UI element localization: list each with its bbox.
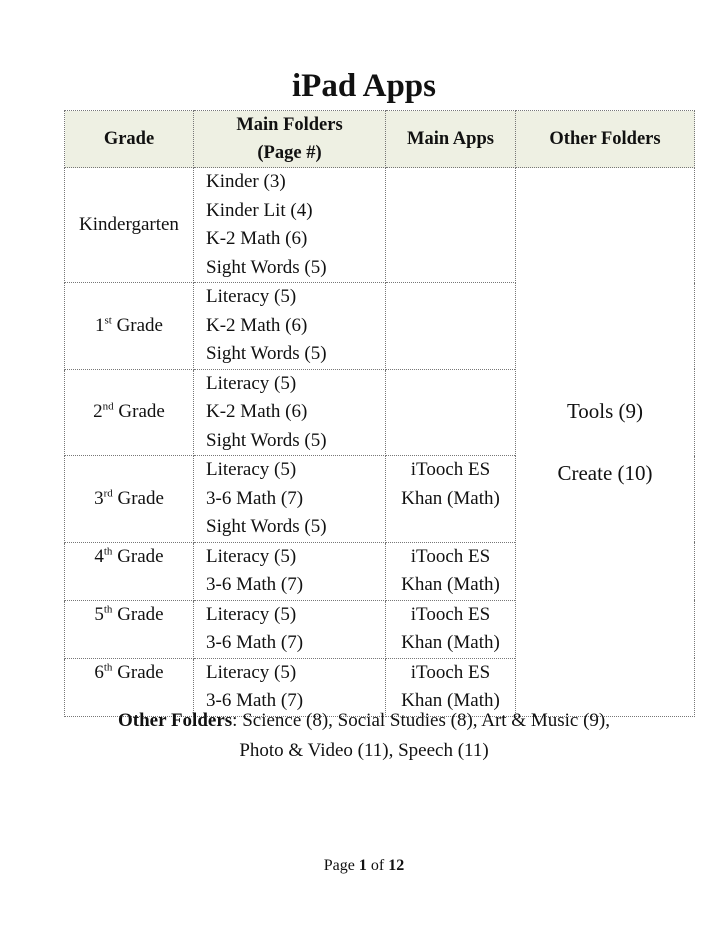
folder-item: K-2 Math (6) bbox=[206, 228, 308, 249]
grade-cell bbox=[65, 168, 194, 283]
document-title: iPad Apps bbox=[292, 68, 436, 104]
folder-item: Literacy (5) bbox=[206, 459, 297, 480]
app-item: iTooch ES bbox=[410, 459, 491, 480]
other-folder-create: Create (10) bbox=[557, 460, 653, 485]
main-apps-cell bbox=[386, 600, 516, 658]
folder-item: Kinder (3) bbox=[206, 171, 286, 192]
app-item: Khan (Math) bbox=[401, 690, 500, 711]
page-number bbox=[0, 854, 728, 878]
app-item: iTooch ES bbox=[410, 661, 491, 683]
other-folders-note-line1 bbox=[64, 706, 664, 736]
folder-item: Literacy (5) bbox=[206, 661, 297, 683]
grade-number: 4 bbox=[94, 545, 104, 567]
folder-item: Literacy (5) bbox=[206, 372, 297, 394]
main-apps-cell bbox=[386, 542, 516, 600]
grade-ordinal: rd bbox=[103, 487, 113, 500]
folder-item: Sight Words (5) bbox=[206, 256, 327, 278]
main-apps-cell bbox=[386, 456, 516, 543]
folder-item: Sight Words (5) bbox=[206, 516, 327, 537]
grade-label: Kindergarten bbox=[79, 214, 179, 235]
table-header-row bbox=[65, 111, 695, 168]
grade-cell bbox=[65, 456, 194, 543]
app-item: Khan (Math) bbox=[401, 632, 500, 653]
page-number-prefix: Page bbox=[323, 857, 359, 874]
main-apps-cell bbox=[386, 283, 516, 370]
folder-item: K-2 Math (6) bbox=[206, 314, 308, 336]
page-number-current: 1 bbox=[358, 857, 367, 874]
folder-item: 3-6 Math (7) bbox=[206, 632, 304, 653]
grade-word: Grade bbox=[112, 661, 164, 683]
page-number-total: 12 bbox=[388, 857, 405, 874]
main-folders-cell bbox=[194, 600, 386, 658]
main-apps-cell bbox=[386, 168, 516, 283]
app-item: Khan (Math) bbox=[401, 487, 500, 509]
header-main-apps: Main Apps bbox=[386, 111, 516, 168]
grade-number: 5 bbox=[94, 603, 104, 625]
main-folders-cell bbox=[194, 456, 386, 543]
folder-item: 3-6 Math (7) bbox=[206, 690, 304, 711]
folder-item: Sight Words (5) bbox=[206, 429, 327, 451]
other-folders-note-text2: Photo & Video (11), Speech (11) bbox=[239, 740, 489, 761]
grade-number: 6 bbox=[94, 661, 104, 683]
header-other-folders: Other Folders bbox=[516, 111, 695, 168]
grade-number: 2 bbox=[93, 401, 103, 423]
grade-word: Grade bbox=[112, 487, 164, 509]
other-folders-note-text1: : Science (8), Social Studies (8), Art & Music (9), bbox=[232, 710, 610, 731]
grade-cell bbox=[65, 542, 194, 600]
grade-word: Grade bbox=[112, 603, 164, 625]
other-folders-note-label: Other Folders bbox=[118, 710, 233, 731]
table-row bbox=[65, 168, 695, 283]
folder-item: 3-6 Math (7) bbox=[206, 574, 304, 595]
other-folders-cell bbox=[516, 168, 695, 717]
grade-ordinal: th bbox=[103, 661, 113, 674]
header-main-folders-line1: Main Folders bbox=[236, 115, 343, 135]
folder-item: Literacy (5) bbox=[206, 286, 297, 307]
main-folders-cell bbox=[194, 283, 386, 370]
grade-number: 1 bbox=[94, 314, 105, 336]
grade-word: Grade bbox=[112, 545, 164, 567]
app-item: Khan (Math) bbox=[401, 574, 500, 595]
grade-number: 3 bbox=[94, 487, 104, 509]
header-main-folders bbox=[194, 111, 386, 168]
grade-ordinal: nd bbox=[102, 400, 114, 413]
main-folders-cell bbox=[194, 369, 386, 456]
grade-ordinal: th bbox=[103, 603, 113, 616]
folder-item: 3-6 Math (7) bbox=[206, 487, 304, 509]
grade-ordinal: th bbox=[103, 545, 113, 558]
grade-word: Grade bbox=[113, 401, 165, 423]
folder-item: Sight Words (5) bbox=[206, 343, 327, 364]
page-number-middle: of bbox=[366, 857, 389, 874]
other-folder-tools: Tools (9) bbox=[566, 398, 644, 423]
main-folders-cell bbox=[194, 542, 386, 600]
grade-word: Grade bbox=[111, 314, 163, 336]
app-item: iTooch ES bbox=[410, 545, 491, 567]
other-folders-note bbox=[64, 706, 664, 766]
header-main-folders-line2: (Page #) bbox=[257, 143, 322, 163]
apps-table bbox=[64, 110, 695, 717]
folder-item: K-2 Math (6) bbox=[206, 401, 308, 422]
grade-cell bbox=[65, 369, 194, 456]
app-item: iTooch ES bbox=[410, 603, 491, 625]
main-apps-cell bbox=[386, 369, 516, 456]
folder-item: Literacy (5) bbox=[206, 545, 297, 567]
main-folders-cell bbox=[194, 168, 386, 283]
folder-item: Literacy (5) bbox=[206, 603, 297, 625]
grade-ordinal: st bbox=[104, 314, 112, 327]
folder-item: Kinder Lit (4) bbox=[206, 199, 313, 221]
header-grade: Grade bbox=[65, 111, 194, 168]
grade-cell bbox=[65, 600, 194, 658]
grade-cell bbox=[65, 283, 194, 370]
